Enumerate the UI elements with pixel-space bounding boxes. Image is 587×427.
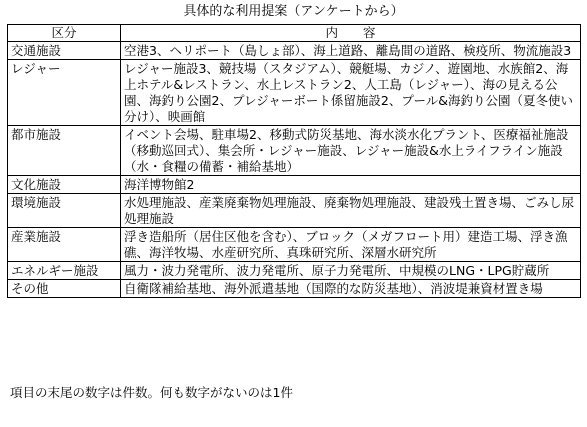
content-cell: 水処理施設、産業廃棄物処理施設、廃棄物処理施設、建設残土置き場、ごみし尿処理施設: [121, 194, 581, 228]
content-cell: 浮き造船所（居住区他を含む）、ブロック（メガフロート用）建造工場、浮き漁礁、海洋牧場、水産研究所、真珠研究所、深層水研究所: [121, 228, 581, 262]
category-header: 区分: [8, 25, 121, 42]
content-header: 内 容: [121, 25, 581, 42]
table-header-row: [8, 25, 581, 42]
table-row: [8, 194, 581, 228]
table-row: [8, 228, 581, 262]
category-cell: その他: [8, 280, 121, 298]
table-title: 具体的な利用提案（アンケートから）: [183, 4, 404, 19]
category-cell: レジャー: [8, 60, 121, 126]
content-cell: 海洋博物館2: [121, 176, 581, 194]
category-cell: 交通施設: [8, 42, 121, 60]
category-cell: 産業施設: [8, 228, 121, 262]
usage-proposal-table: [7, 24, 581, 298]
category-cell: エネルギー施設: [8, 262, 121, 280]
content-cell: レジャー施設3、競技場（スタジアム）、競艇場、カジノ、遊園地、水族館2、海上ホテル&レストラン、水上レストラン2、人工島（レジャー）、海の見える公園、海釣り公園2、プレジャーボート係留施設2、プール&海釣り公園（夏冬使い分け）、映画館: [121, 60, 581, 126]
content-cell: 風力・波力発電所、波力発電所、原子力発電所、中規模のLNG・LPG貯蔵所: [121, 262, 581, 280]
table-row: [8, 60, 581, 126]
category-cell: 環境施設: [8, 194, 121, 228]
content-cell: 自衛隊補給基地、海外派遣基地（国際的な防災基地）、消波堤兼資材置き場: [121, 280, 581, 298]
category-cell: 都市施設: [8, 126, 121, 176]
category-cell: 文化施設: [8, 176, 121, 194]
table-row: [8, 42, 581, 60]
table-row: [8, 280, 581, 298]
table-row: [8, 126, 581, 176]
footnote: 項目の末尾の数字は件数。何も数字がないのは1件: [10, 385, 293, 400]
table-row: [8, 176, 581, 194]
table-row: [8, 262, 581, 280]
content-cell: イベント会場、駐車場2、移動式防災基地、海水淡水化プラント、医療福祉施設（移動巡回式）、集会所・レジャー施設、レジャー施設&水上ライフライン施設（水・食糧の備蓄・補給基地）: [121, 126, 581, 176]
content-cell: 空港3、ヘリポート（島しょ部）、海上道路、離島間の道路、検疫所、物流施設3: [121, 42, 581, 60]
